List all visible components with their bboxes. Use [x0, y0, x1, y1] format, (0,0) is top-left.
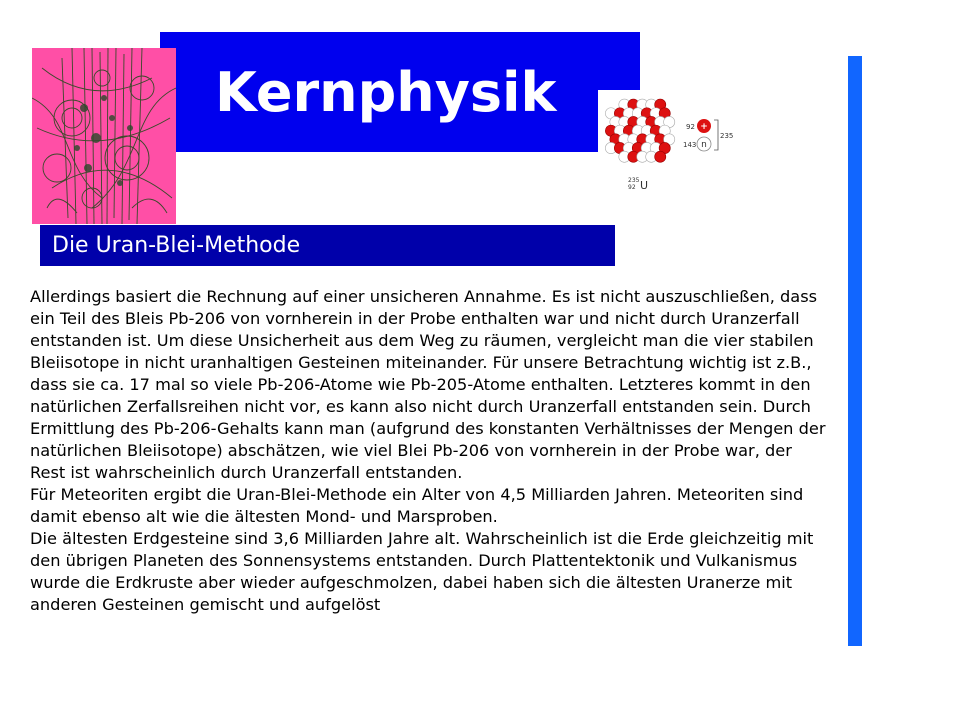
- slide-title: Kernphysik: [215, 61, 557, 124]
- nucleus-spheres: [605, 99, 674, 162]
- isotope-mass-number: 235: [628, 177, 640, 184]
- bubble-chamber-tracks-graphic: [32, 48, 176, 224]
- neutron-symbol: n: [701, 140, 707, 150]
- bubble-chamber-tracks-image: [32, 48, 176, 224]
- proton-symbol: +: [700, 122, 708, 132]
- neutron-count: 143: [683, 141, 697, 149]
- isotope-element-symbol: U: [640, 179, 649, 192]
- paragraph-lead-correction: Allerdings basiert die Rechnung auf einer unsicheren Annahme. Es ist nicht auszuschließen, dass ein Teil des Bleis Pb-206 von vornherein in der Probe enthalten war und nicht durch Uranzerfall entstanden ist. Um diese Unsicherheit aus dem Weg zu räumen, vergleicht man die vier stabilen Bleiisotope in nicht uranhaltigen Gesteinen miteinander. Für unsere Betrachtung wichtig ist z.B., dass sie ca. 17 mal so viele Pb-206-Atome wie Pb-205-Atome enthalten. Letzteres kommt in den natürlichen Zerfallsreihen nicht vor, es kann also nicht durch Uranzerfall entstanden sein. Durch Ermittlung des Pb-206-Gehalts kann man (aufgrund des konstanten Verhältnisses der Mengen der natürlichen Bleiisotope) abschätzen, wie viel Blei Pb-206 von vornherein in der Probe war, der Rest ist wahrscheinlich durch Uranzerfall entstanden.: [30, 287, 826, 482]
- paragraph-earth-rocks: Die ältesten Erdgesteine sind 3,6 Milliarden Jahre alt. Wahrscheinlich ist die Erde gleichzeitig mit den übrigen Planeten des Sonnensystems entstanden. Durch Plattentektonik und Vulkanismus wurde die Erdkruste aber wieder aufgeschmolzen, dabei haben sich die ältesten Uranerze mit anderen Gesteinen gemischt und aufgelöst: [30, 529, 814, 614]
- nucleon-sphere: [655, 151, 666, 162]
- uranium-nucleus-image: [598, 90, 734, 198]
- mass-number: 235: [720, 132, 734, 140]
- body-text: [30, 286, 830, 616]
- nucleon-bracket: [714, 120, 718, 150]
- slide-subtitle: Die Uran-Blei-Methode: [52, 233, 301, 258]
- paragraph-meteorites: Für Meteoriten ergibt die Uran-Blei-Methode ein Alter von 4,5 Milliarden Jahren. Meteoriten sind damit ebenso alt wie die ältesten Mond- und Marsproben.: [30, 485, 804, 526]
- uranium-nucleus-graphic: [598, 90, 734, 198]
- proton-count: 92: [686, 123, 695, 131]
- side-accent-bar: [848, 56, 862, 646]
- isotope-atomic-number: 92: [628, 184, 636, 191]
